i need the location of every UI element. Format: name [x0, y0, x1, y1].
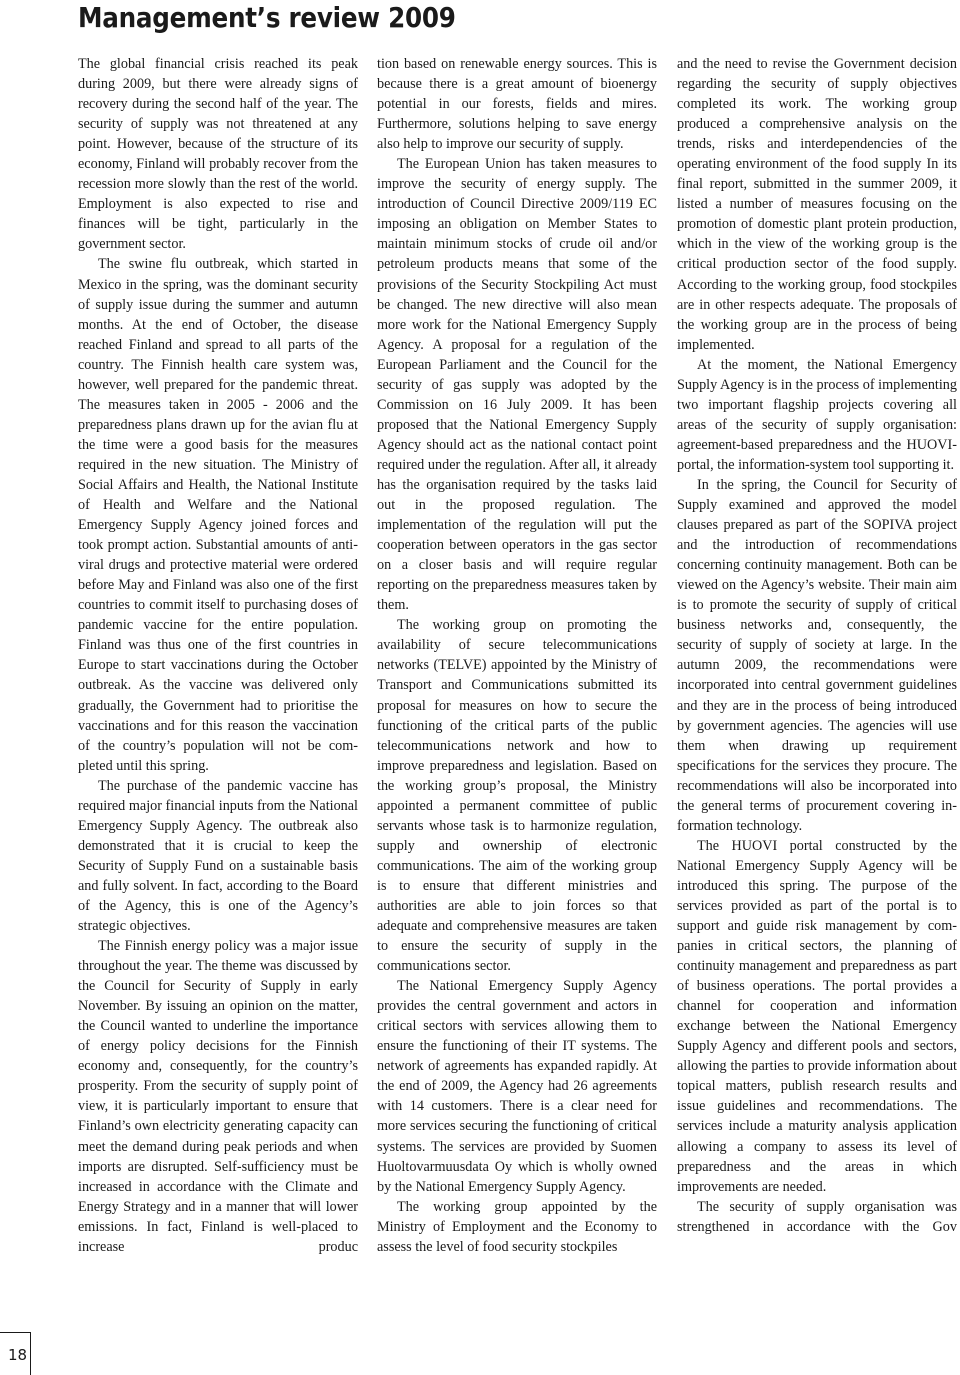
page-number: 18	[8, 1346, 28, 1364]
paragraph: The purchase of the pandemic vaccine has required major financial inputs from the National Emergency Supply Agency. The outbreak also demonstrated that it is crucial to keep the Security of Supply Fund on a sustainable basis and fully solvent. In fact, according to the Board of the Agency, this is one of the Agency’s strategic objectives.	[78, 777, 358, 935]
paragraph: The HUOVI portal constructed by the National Emergency Supply Agency will be introduced this spring. The purpose of the services provided as part of the portal is to support and guide risk management by companies in critical sectors, the planning of continuity management and preparedness as part of business operations. The portal provides a channel for cooperation and information exchange between the National Emergency Supply Agency and different pools and sectors, allowing the parties to provide information about topical matters, publish research results and issue guidelines and recommendations. The services include a maturity analysis application allowing a company to assess its level of preparedness and the areas in which improvements are needed.	[677, 837, 957, 1195]
paragraph: At the moment, the National Emergency Supply Agency is in the process of implementing two important flagship projects covering all areas of the security of supply organisation: agreement-based preparedness and the HUOVI-portal, the information-system tool supporting it.	[677, 356, 957, 473]
paragraph: The European Union has taken measures to improve the security of energy supply. The introduction of Council Directive 2009/119 EC imposing an obligation on Member States to maintain minimum stocks of crude oil and/or petroleum products means that some of the provisions of the Security Stockpiling Act must be changed. The new directive will also mean more work for the National Emergency Supply Agency. A proposal for a regulation of the European Parliament and the Council for the security of gas supply was adopted by the Commission on 16 July 2009. It has been proposed that the National Emergency Supply Agency should act as the national contact point required under the regulation. After all, it already has the organisation required by the tasks laid out in the proposed regulation. The implementation of the regulation will put the cooperation between operators in the gas sector on a closer basis and will require regular reporting on the preparedness measures taken by them.	[377, 156, 657, 614]
paragraph: The working group appointed by the Ministry of Employment and the Economy to assess the level of food security stockpiles	[377, 1198, 657, 1255]
paragraph: The global financial crisis reached its peak during 2009, but there were already signs of recovery during the second half of the year. The security of supply was not threatened at any point. However, because of the structure of its economy, Finland will probably recover from the recession more slowly than the rest of the world. Employment is also expected to rise and finances will be tight, particularly in the government sector.	[78, 56, 358, 253]
paragraph: The National Emergency Supply Agency provides the central government and actors in critical sectors with services allowing them to ensure the functioning of their IT systems. The network of agreements has expanded rapidly. At the end of 2009, the Agency had 26 agreements with 14 customers. There is a clear need for more services securing the functioning of critical systems. The services are provided by Suomen Huoltovarmuusdata Oy which is wholly owned by the National Emergency Supply Agency.	[377, 978, 657, 1195]
text-column-1	[78, 54, 358, 1257]
paragraph: The working group on promoting the availability of secure telecommunications networks (TELVE) appointed by the Ministry of Transport and Communications submitted its proposal for measures on how to secure the functioning of the critical parts of the public telecommunications network and how to improve preparedness and legislation. Based on the working group’s proposal, the Ministry appointed a permanent committee of public servants whose task is to harmonize regulation, supply and ownership of electronic communications. The aim of the working group is to ensure that different ministries and authorities are able to join forces so that adequate and comprehensive measures are taken to ensure the security of supply in the communications sector.	[377, 617, 657, 975]
page-number-rule-horizontal	[0, 1332, 30, 1333]
paragraph: The security of supply organisation was strengthened in accordance with the Gov	[677, 1198, 957, 1235]
text-column-3	[677, 54, 957, 1237]
text-column-2	[377, 54, 657, 1257]
paragraph: In the spring, the Council for Security of Supply examined and approved the model clauses prepared as part of the SOPIVA project and the introduction of recommendations concerning continuity management. Both can be viewed on the Agency’s website. Their main aim is to promote the security of supply of critical business networks and, consequently, the security of supply of society at large. In the autumn 2009, the recommendations were incorporated into central government guidelines and they are in the process of being introduced by government agencies. The agencies will use them when drawing up requirement specifications for the services they procure. The recommendations will also be incorporated into the general terms of procurement covering information technology.	[677, 476, 957, 834]
paragraph: tion based on renewable energy sources. This is because there is a great amount of bioenergy potential in our forests, fields and mires. Furthermore, solutions helping to save energy also help to improve our security of supply.	[377, 56, 657, 153]
paragraph: The swine flu outbreak, which started in Mexico in the spring, was the dominant security of supply issue during the summer and autumn months. At the end of October, the disease reached Finland and spread to all parts of the country. The Finnish health care system was, however, well prepared for the pandemic threat. The measures taken in 2005 - 2006 and the preparedness plans drawn up for the avian flu at the time were a good basis for the measures required in the new situation. The Ministry of Social Affairs and Health, the National Institute of Health and Welfare and the National Emergency Supply Agency joined forces and took prompt action. Substantial amounts of antiviral drugs and protective material were ordered before May and Finland was also one of the first countries to commit itself to purchasing doses of pandemic vaccine for the entire population. Finland was thus one of the first countries in Europe to start vaccinations during the October outbreak. As the vaccine was delivered only gradually, the Government had to prioritise the vaccinations and for this reason the vaccination of the country’s population will not be completed until this spring.	[78, 256, 358, 774]
paragraph: and the need to revise the Government decision regarding the security of supply objectives completed its work. The working group produced a comprehensive analysis on the trends, risks and interdependencies of the operating environment of the food supply In its final report, submitted in the summer 2009, it listed a number of measures focusing on the promotion of domestic plant protein production, which in the view of the working group is the critical production sector of the food supply. According to the working group, food stockpiles are in other respects adequate. The proposals of the working group are in the process of being implemented.	[677, 56, 957, 353]
page-title: Management’s review 2009	[78, 1, 456, 34]
page-number-rule-vertical	[30, 1332, 31, 1375]
paragraph: The Finnish energy policy was a major issue throughout the year. The theme was discussed by the Council for Security of Supply in early November. By issuing an opinion on the matter, the Council wanted to underline the importance of energy policy decisions for the Finnish economy and, consequently, for the country’s prosperity. From the security of supply point of view, it is particularly important to ensure that Finland’s own electricity generating capacity can meet the demand during peak periods and when imports are disrupted. Self-sufficiency must be increased in accordance with the Climate and Energy Strategy and in a manner that will lower emissions. In fact, Finland is well-placed to increase produc	[78, 938, 358, 1255]
